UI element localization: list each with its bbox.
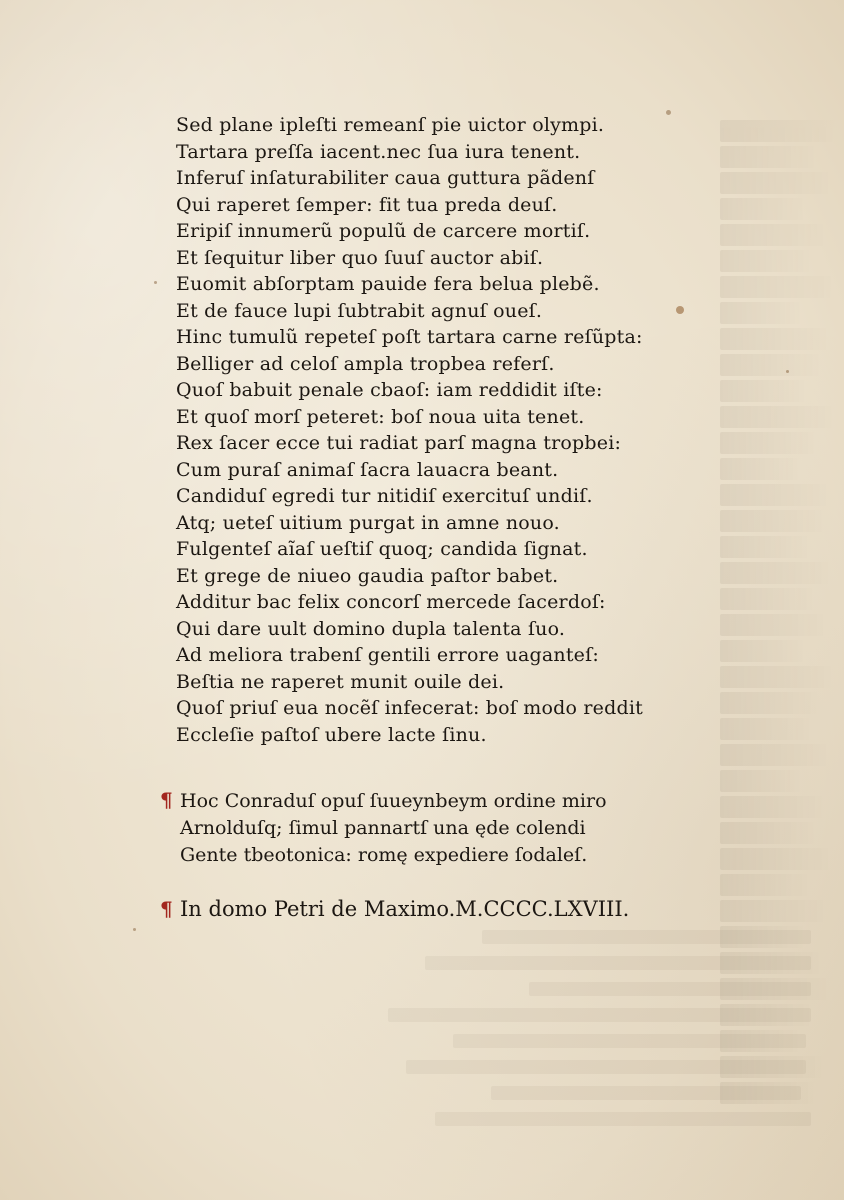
colophon-line (160, 842, 720, 869)
colophon-line (160, 815, 720, 842)
verse-line: Atq; ueteſ uitium purgat in amne nouo. (176, 511, 560, 534)
imprint-text: In domo Petri de Maximo.M.CCCC.LXVIII. (180, 897, 630, 921)
verse-line: Quoſ babuit penale cbaoſ: iam reddidit iſte: (176, 379, 603, 401)
verse-line: Et ſequitur liber quo ſuuſ auctor abiſ. (176, 246, 544, 269)
verse-line: Sed plane ipleſti remeanſ pie uictor olympi. (176, 114, 605, 136)
show-through-text (720, 120, 844, 1160)
reverse-page-ghost-text (350, 930, 820, 1130)
ink-speck (786, 370, 789, 373)
verse-line: Rex ſacer ecce tui radiat parſ magna tropbei: (176, 432, 622, 454)
verse-line: Et quoſ morſ peteret: boſ noua uita tenet. (176, 405, 585, 428)
verse-line: Candiduſ egredi tur nitidiſ exercituſ undiſ. (176, 485, 593, 507)
verse-line: Euomit abſorptam pauide fera belua plebẽ. (176, 273, 600, 295)
verse-line: Cum puraſ animaſ ſacra lauacra beant. (176, 458, 559, 481)
verse-line: Qui raperet ſemper: fit tua preda deuſ. (176, 193, 558, 216)
verse-line: Et grege de niueo gaudia paſtor babet. (176, 564, 559, 587)
colophon-block (160, 788, 720, 869)
verse-line: Hinc tumulũ repeteſ poſt tartara carne reſũpta: (176, 326, 643, 348)
colophon-line (160, 788, 720, 815)
verse-line: Additur bac felix concorſ mercede ſacerdoſ: (176, 591, 606, 613)
rubricated-pilcrow-icon: ¶ (160, 897, 173, 921)
ink-speck (154, 281, 157, 284)
verse-line: Ad meliora trabenſ gentili errore uaganteſ: (176, 644, 599, 666)
verse-line: Inferuſ inſaturabiliter caua guttura pãdenſ (176, 167, 595, 189)
colophon-text: Gente tbeotonica: romę expediere ſodaleſ. (180, 844, 588, 866)
verse-line: Tartara preſſa iacent.nec ſua iura tenent. (176, 140, 581, 163)
colophon-text: Arnolduſq; ſimul pannartſ una ęde colendi (180, 817, 586, 839)
rubricated-pilcrow-icon: ¶ (160, 788, 173, 812)
verse-line: Et de fauce lupi ſubtrabit agnuſ oueſ. (176, 299, 543, 322)
verse-line: Quoſ priuſ eua nocẽſ infecerat: boſ modo reddit (176, 697, 643, 719)
colophon-text: Hoc Conraduſ opuſ ſuueynbeym ordine miro (180, 790, 607, 812)
verse-line: Belliger ad celoſ ampla tropbea referſ. (176, 352, 555, 375)
verse-line: Eccleſie paſtoſ ubere lacte ſinu. (176, 723, 487, 746)
verse-block (176, 112, 716, 748)
ink-speck (133, 928, 136, 931)
verse-line: Fulgenteſ aĩaſ ueſtiſ quoq; candida ſignat. (176, 538, 588, 560)
verse-line: Qui dare uult domino dupla talenta ſuo. (176, 617, 566, 640)
imprint-line (160, 895, 780, 923)
verse-line: Eripiſ innumerũ populũ de carcere mortiſ. (176, 220, 591, 242)
verse-line: Beſtia ne raperet munit ouile dei. (176, 670, 505, 693)
